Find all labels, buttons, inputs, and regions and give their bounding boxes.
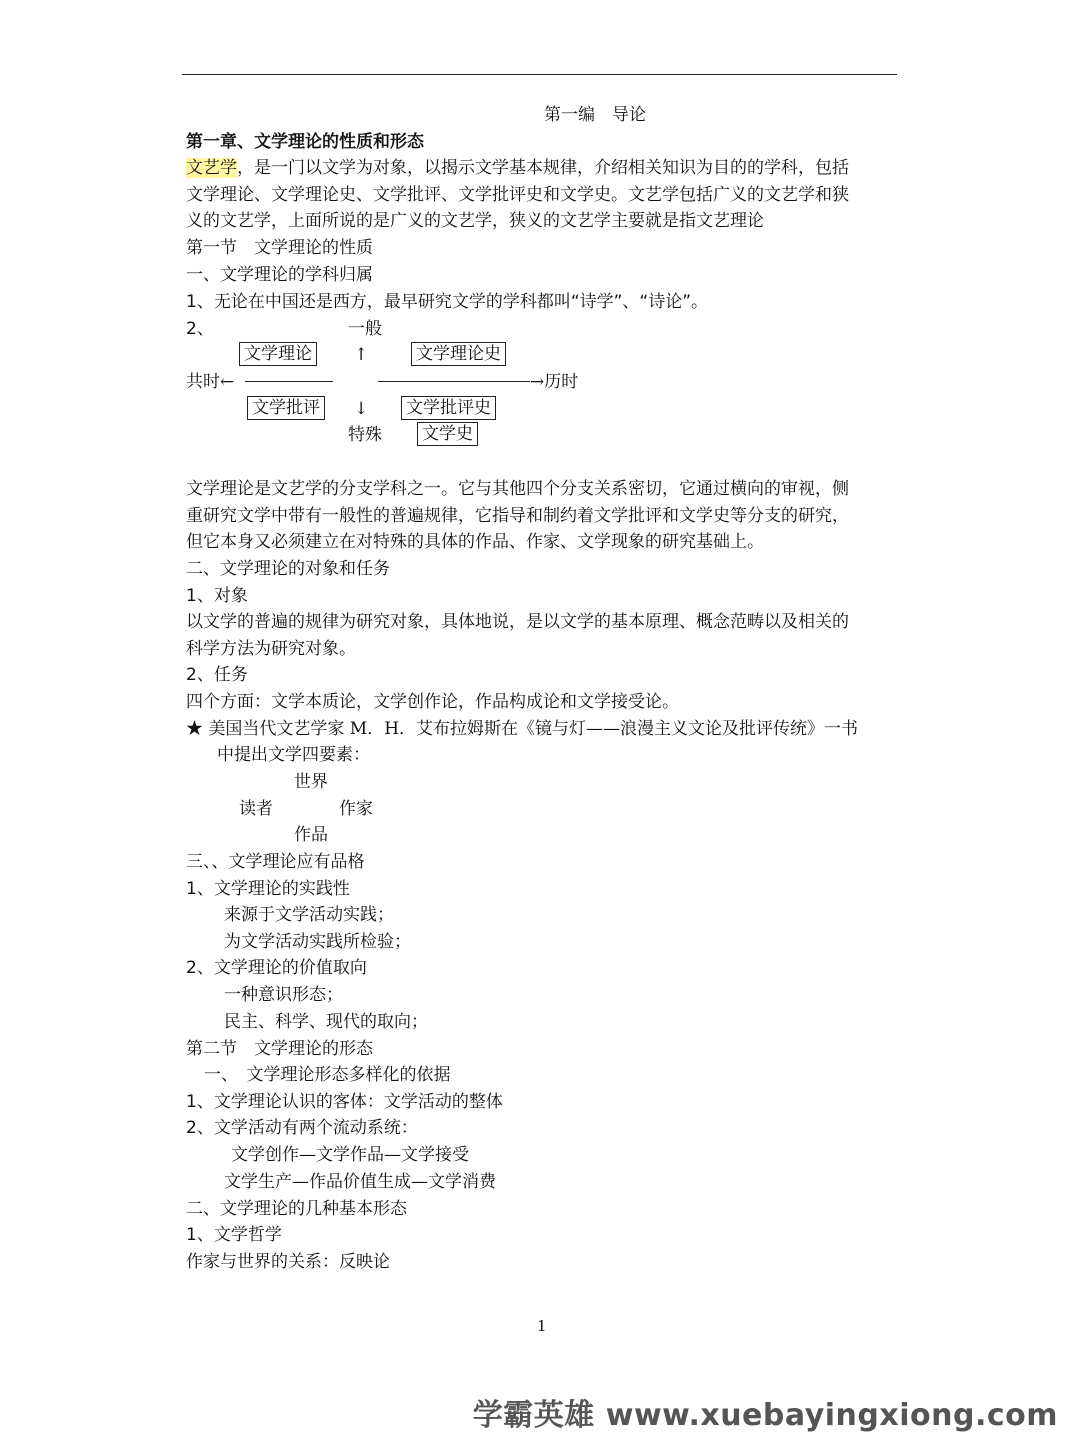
page-number: 1: [537, 1317, 547, 1335]
quality-1: 1、文学理论的实践性: [186, 879, 350, 899]
definition-line-3: 义的文艺学，上面所说的是广义的文艺学，狭义的文艺学主要就是指文艺理论: [186, 211, 764, 231]
box-literary-theory-history: 文学理论史: [411, 342, 506, 366]
star-line-2: 中提出文学四要素：: [217, 745, 370, 765]
task-title: 2、任务: [186, 665, 248, 685]
part-title: 第一编 导论: [544, 105, 646, 125]
header-rule: [182, 74, 897, 75]
section1-point-2-number: 2、: [186, 319, 214, 339]
section1-heading-2: 二、文学理论的对象和任务: [186, 559, 390, 579]
para-line-2: 重研究文学中带有一般性的普遍规律，它指导和制约着文学批评和文学史等分支的研究，: [186, 506, 849, 526]
arrow-up-icon: ↑: [354, 345, 369, 365]
box-literary-criticism: 文学批评: [247, 396, 325, 420]
box-literary-criticism-history: 文学批评史: [401, 396, 496, 420]
section1-point-1: 1、无论在中国还是西方，最早研究文学的学科都叫“诗学”、“诗论”。: [186, 292, 709, 312]
section2-heading-1: 一、 文学理论形态多样化的依据: [204, 1065, 451, 1085]
box-literary-theory: 文学理论: [239, 342, 317, 366]
flow-system-2: 文学生产—作品价值生成—文学消费: [224, 1172, 496, 1192]
quality-2: 2、文学理论的价值取向: [186, 958, 367, 978]
section1-title: 第一节 文学理论的性质: [186, 238, 373, 258]
section1-heading-3: 三、、文学理论应有品格: [186, 852, 365, 872]
chapter-title: 第一章、文学理论的性质和形态: [186, 132, 424, 152]
diagram-special-label: 特殊: [348, 425, 382, 445]
box-literary-history: 文学史: [417, 422, 478, 446]
element-world: 世界: [294, 772, 328, 792]
object-text-1: 以文学的普遍的规律为研究对象，具体地说，是以文学的基本原理、概念范畴以及相关的: [186, 612, 849, 632]
definition-line-1: [186, 155, 849, 181]
definition-text: ，是一门以文学为对象，以揭示文学基本规律，介绍相关知识为目的的学科，包括: [237, 158, 849, 178]
diagram-synchronic-label: 共时←: [186, 372, 235, 392]
element-reader: 读者: [239, 799, 273, 819]
form-1: 1、文学哲学: [186, 1225, 282, 1245]
section2-heading-2: 二、文学理论的几种基本形态: [186, 1199, 407, 1219]
quality-2a: 一种意识形态；: [224, 985, 343, 1005]
watermark: 学霸英雄 www.xuebayingxiong.com: [472, 1398, 1058, 1433]
diagram-diachronic-label: →历时: [530, 372, 579, 392]
arrow-down-icon: ↓: [354, 399, 369, 419]
diagram-left-line: [245, 381, 333, 382]
highlighted-term: 文艺学: [186, 158, 237, 178]
element-work: 作品: [294, 825, 328, 845]
star-line-1: ★ 美国当代文艺学家 M．H．艾布拉姆斯在《镜与灯——浪漫主义文论及批评传统》一书: [186, 719, 859, 739]
para-line-1: 文学理论是文艺学的分支学科之一。它与其他四个分支关系密切，它通过横向的审视，侧: [186, 479, 849, 499]
flow-system-1: 文学创作—文学作品—文学接受: [231, 1145, 469, 1165]
quality-1a: 来源于文学活动实践；: [224, 905, 394, 925]
section2-point-2: 2、文学活动有两个流动系统：: [186, 1118, 418, 1138]
object-text-2: 科学方法为研究对象。: [186, 639, 356, 659]
element-author: 作家: [339, 799, 373, 819]
quality-1b: 为文学活动实践所检验；: [224, 932, 411, 952]
task-text: 四个方面：文学本质论，文学创作论，作品构成论和文学接受论。: [186, 692, 679, 712]
quality-2b: 民主、科学、现代的取向；: [224, 1012, 428, 1032]
definition-line-2: 文学理论、文学理论史、文学批评、文学批评史和文学史。文艺学包括广义的文艺学和狭: [186, 185, 849, 205]
form-1-text: 作家与世界的关系：反映论: [186, 1252, 390, 1272]
diagram-general-label: 一般: [348, 319, 382, 339]
object-title: 1、对象: [186, 586, 248, 606]
section2-title: 第二节 文学理论的形态: [186, 1039, 373, 1059]
section2-point-1: 1、文学理论认识的客体：文学活动的整体: [186, 1092, 503, 1112]
diagram-right-line: [378, 381, 530, 382]
para-line-3: 但它本身又必须建立在对特殊的具体的作品、作家、文学现象的研究基础上。: [186, 532, 764, 552]
section1-heading-1: 一、文学理论的学科归属: [186, 265, 373, 285]
